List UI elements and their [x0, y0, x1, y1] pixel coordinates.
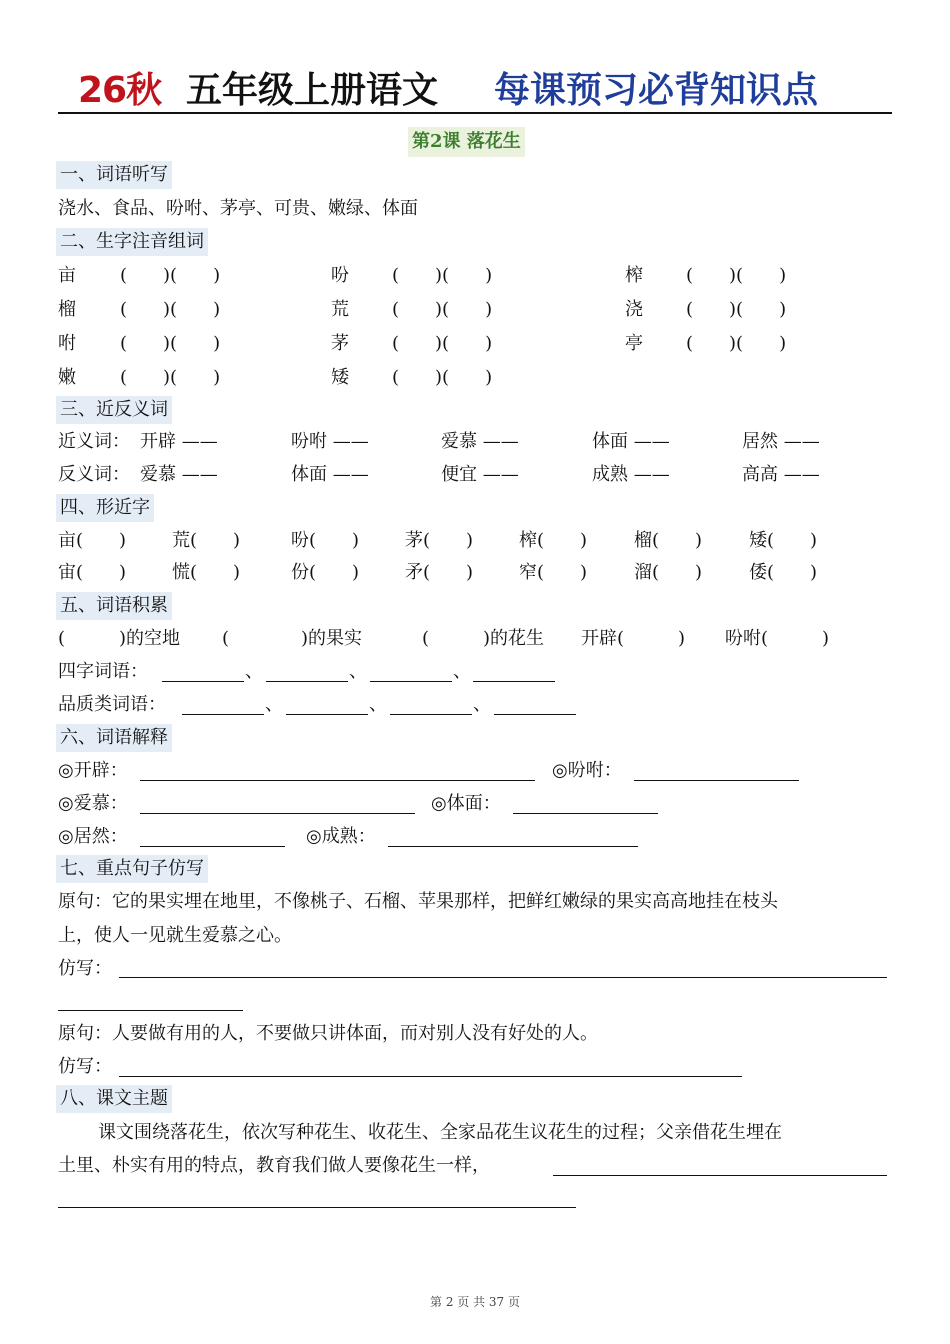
header-divider: [58, 112, 892, 114]
pinyin-char: 浇: [625, 299, 643, 320]
accumulate-item[interactable]: 开辟( ): [581, 628, 686, 649]
separator: 、: [245, 661, 263, 682]
sentence2: 原句：人要做有用的人，不要做只讲体面，而对别人没有好处的人。: [58, 1023, 598, 1044]
imitate-label: 仿写：: [58, 1056, 112, 1077]
explain-label: ◎吩咐：: [552, 760, 622, 781]
explain-blank[interactable]: [140, 780, 535, 781]
explain-blank[interactable]: [140, 846, 285, 847]
header-season: 26秋: [78, 70, 162, 111]
imitate-blank[interactable]: [119, 1076, 742, 1077]
pinyin-char: 嫩: [58, 367, 76, 388]
section-imitate-heading: 七、重点句子仿写: [56, 855, 208, 883]
quality-blank[interactable]: [286, 714, 368, 715]
similar-char-slot[interactable]: 溜( ): [634, 562, 703, 583]
explain-label: ◎开辟：: [58, 760, 128, 781]
sentence1-line1: 原句：它的果实埋在地里，不像桃子、石榴、苹果那样，把鲜红嫩绿的果实高高地挂在枝头: [58, 891, 778, 912]
similar-char-slot[interactable]: 榨( ): [519, 530, 588, 551]
pinyin-char: 亭: [625, 333, 643, 354]
imitate-blank-cont[interactable]: [58, 1010, 243, 1011]
similar-char-slot[interactable]: 慌( ): [172, 562, 241, 583]
pinyin-char: 榴: [58, 299, 76, 320]
synonym-label: 近义词：: [58, 431, 130, 452]
page-header: [58, 62, 890, 112]
section-accumulate-heading: 五、词语积累: [56, 592, 172, 620]
sentence1-line2: 上，使人一见就生爱慕之心。: [58, 925, 292, 946]
similar-char-slot[interactable]: 份( ): [291, 562, 360, 583]
theme-line1: 课文围绕落花生，依次写种花生、收花生、全家品花生议花生的过程；父亲借花生埋在: [98, 1122, 782, 1143]
theme-blank-cont[interactable]: [58, 1207, 576, 1208]
imitate-label: 仿写：: [58, 958, 112, 979]
pinyin-slot[interactable]: ( )( ): [120, 367, 221, 388]
pinyin-slot[interactable]: ( )( ): [392, 265, 493, 286]
four-char-blank[interactable]: [162, 681, 244, 682]
theme-line2: 土里、朴实有用的特点，教育我们做人要像花生一样，: [58, 1155, 490, 1176]
pinyin-slot[interactable]: ( )( ): [120, 299, 221, 320]
section-similar-heading: 四、形近字: [56, 494, 154, 522]
accumulate-item[interactable]: ( )的果实: [222, 628, 363, 649]
page-footer: 第 2 页 共 37 页: [430, 1295, 520, 1309]
separator: 、: [473, 694, 491, 715]
section-theme-heading: 八、课文主题: [56, 1085, 172, 1113]
separator: 、: [453, 661, 471, 682]
antonym-item: 便宜 ——: [441, 464, 519, 485]
accumulate-item[interactable]: ( )的花生: [422, 628, 545, 649]
pinyin-slot[interactable]: ( )( ): [120, 265, 221, 286]
pinyin-char: 咐: [58, 333, 76, 354]
synonym-item: 开辟 ——: [140, 431, 218, 452]
similar-char-slot[interactable]: 荒( ): [172, 530, 241, 551]
explain-blank[interactable]: [634, 780, 799, 781]
explain-blank[interactable]: [388, 846, 638, 847]
pinyin-slot[interactable]: ( )( ): [686, 333, 787, 354]
similar-char-slot[interactable]: 亩( ): [58, 530, 127, 551]
theme-blank[interactable]: [553, 1175, 887, 1176]
pinyin-slot[interactable]: ( )( ): [392, 333, 493, 354]
antonym-item: 高高 ——: [742, 464, 820, 485]
pinyin-char: 茅: [331, 333, 349, 354]
pinyin-char: 亩: [58, 265, 76, 286]
separator: 、: [265, 694, 283, 715]
explain-blank[interactable]: [140, 813, 415, 814]
pinyin-char: 吩: [331, 265, 349, 286]
synonym-item: 吩咐 ——: [291, 431, 369, 452]
quality-label: 品质类词语：: [58, 694, 166, 715]
similar-char-slot[interactable]: 倭( ): [749, 562, 818, 583]
pinyin-slot[interactable]: ( )( ): [392, 299, 493, 320]
dictation-words: 浇水、食品、吩咐、茅亭、可贵、嫩绿、体面: [58, 198, 418, 219]
explain-blank[interactable]: [513, 813, 658, 814]
synonym-item: 爱慕 ——: [441, 431, 519, 452]
explain-label: ◎体面：: [431, 793, 501, 814]
section-dictation-heading: 一、词语听写: [56, 161, 172, 189]
quality-blank[interactable]: [494, 714, 576, 715]
header-grade: 五年级上册语文: [186, 70, 439, 111]
pinyin-char: 荒: [331, 299, 349, 320]
accumulate-item[interactable]: 吩咐( ): [725, 628, 830, 649]
four-char-blank[interactable]: [473, 681, 555, 682]
pinyin-char: 榨: [625, 265, 643, 286]
pinyin-slot[interactable]: ( )( ): [392, 367, 493, 388]
similar-char-slot[interactable]: 宙( ): [58, 562, 127, 583]
section-explain-heading: 六、词语解释: [56, 724, 172, 752]
section-synonyms-heading: 三、近反义词: [56, 396, 172, 424]
explain-label: ◎爱慕：: [58, 793, 128, 814]
separator: 、: [349, 661, 367, 682]
antonym-item: 成熟 ——: [592, 464, 670, 485]
synonym-item: 体面 ——: [592, 431, 670, 452]
separator: 、: [369, 694, 387, 715]
pinyin-slot[interactable]: ( )( ): [686, 265, 787, 286]
similar-char-slot[interactable]: 茅( ): [405, 530, 474, 551]
quality-blank[interactable]: [182, 714, 264, 715]
header-subject: 每课预习必背知识点: [494, 70, 819, 111]
similar-char-slot[interactable]: 矛( ): [405, 562, 474, 583]
pinyin-slot[interactable]: ( )( ): [120, 333, 221, 354]
synonym-item: 居然 ——: [742, 431, 820, 452]
explain-label: ◎居然：: [58, 826, 128, 847]
four-char-blank[interactable]: [266, 681, 348, 682]
four-char-blank[interactable]: [370, 681, 452, 682]
pinyin-char: 矮: [331, 367, 349, 388]
similar-char-slot[interactable]: 窄( ): [519, 562, 588, 583]
antonym-item: 爱慕 ——: [140, 464, 218, 485]
explain-label: ◎成熟：: [306, 826, 376, 847]
similar-char-slot[interactable]: 矮( ): [749, 530, 818, 551]
section-pinyin-heading: 二、生字注音组词: [56, 228, 208, 256]
similar-char-slot[interactable]: 吩( ): [291, 530, 360, 551]
accumulate-item[interactable]: ( )的空地: [58, 628, 181, 649]
antonym-item: 体面 ——: [291, 464, 369, 485]
quality-blank[interactable]: [390, 714, 472, 715]
pinyin-slot[interactable]: ( )( ): [686, 299, 787, 320]
antonym-label: 反义词：: [58, 464, 130, 485]
similar-char-slot[interactable]: 榴( ): [634, 530, 703, 551]
lesson-title: 第2课 落花生: [408, 127, 525, 157]
four-char-label: 四字词语：: [58, 661, 148, 682]
imitate-blank[interactable]: [119, 977, 887, 978]
